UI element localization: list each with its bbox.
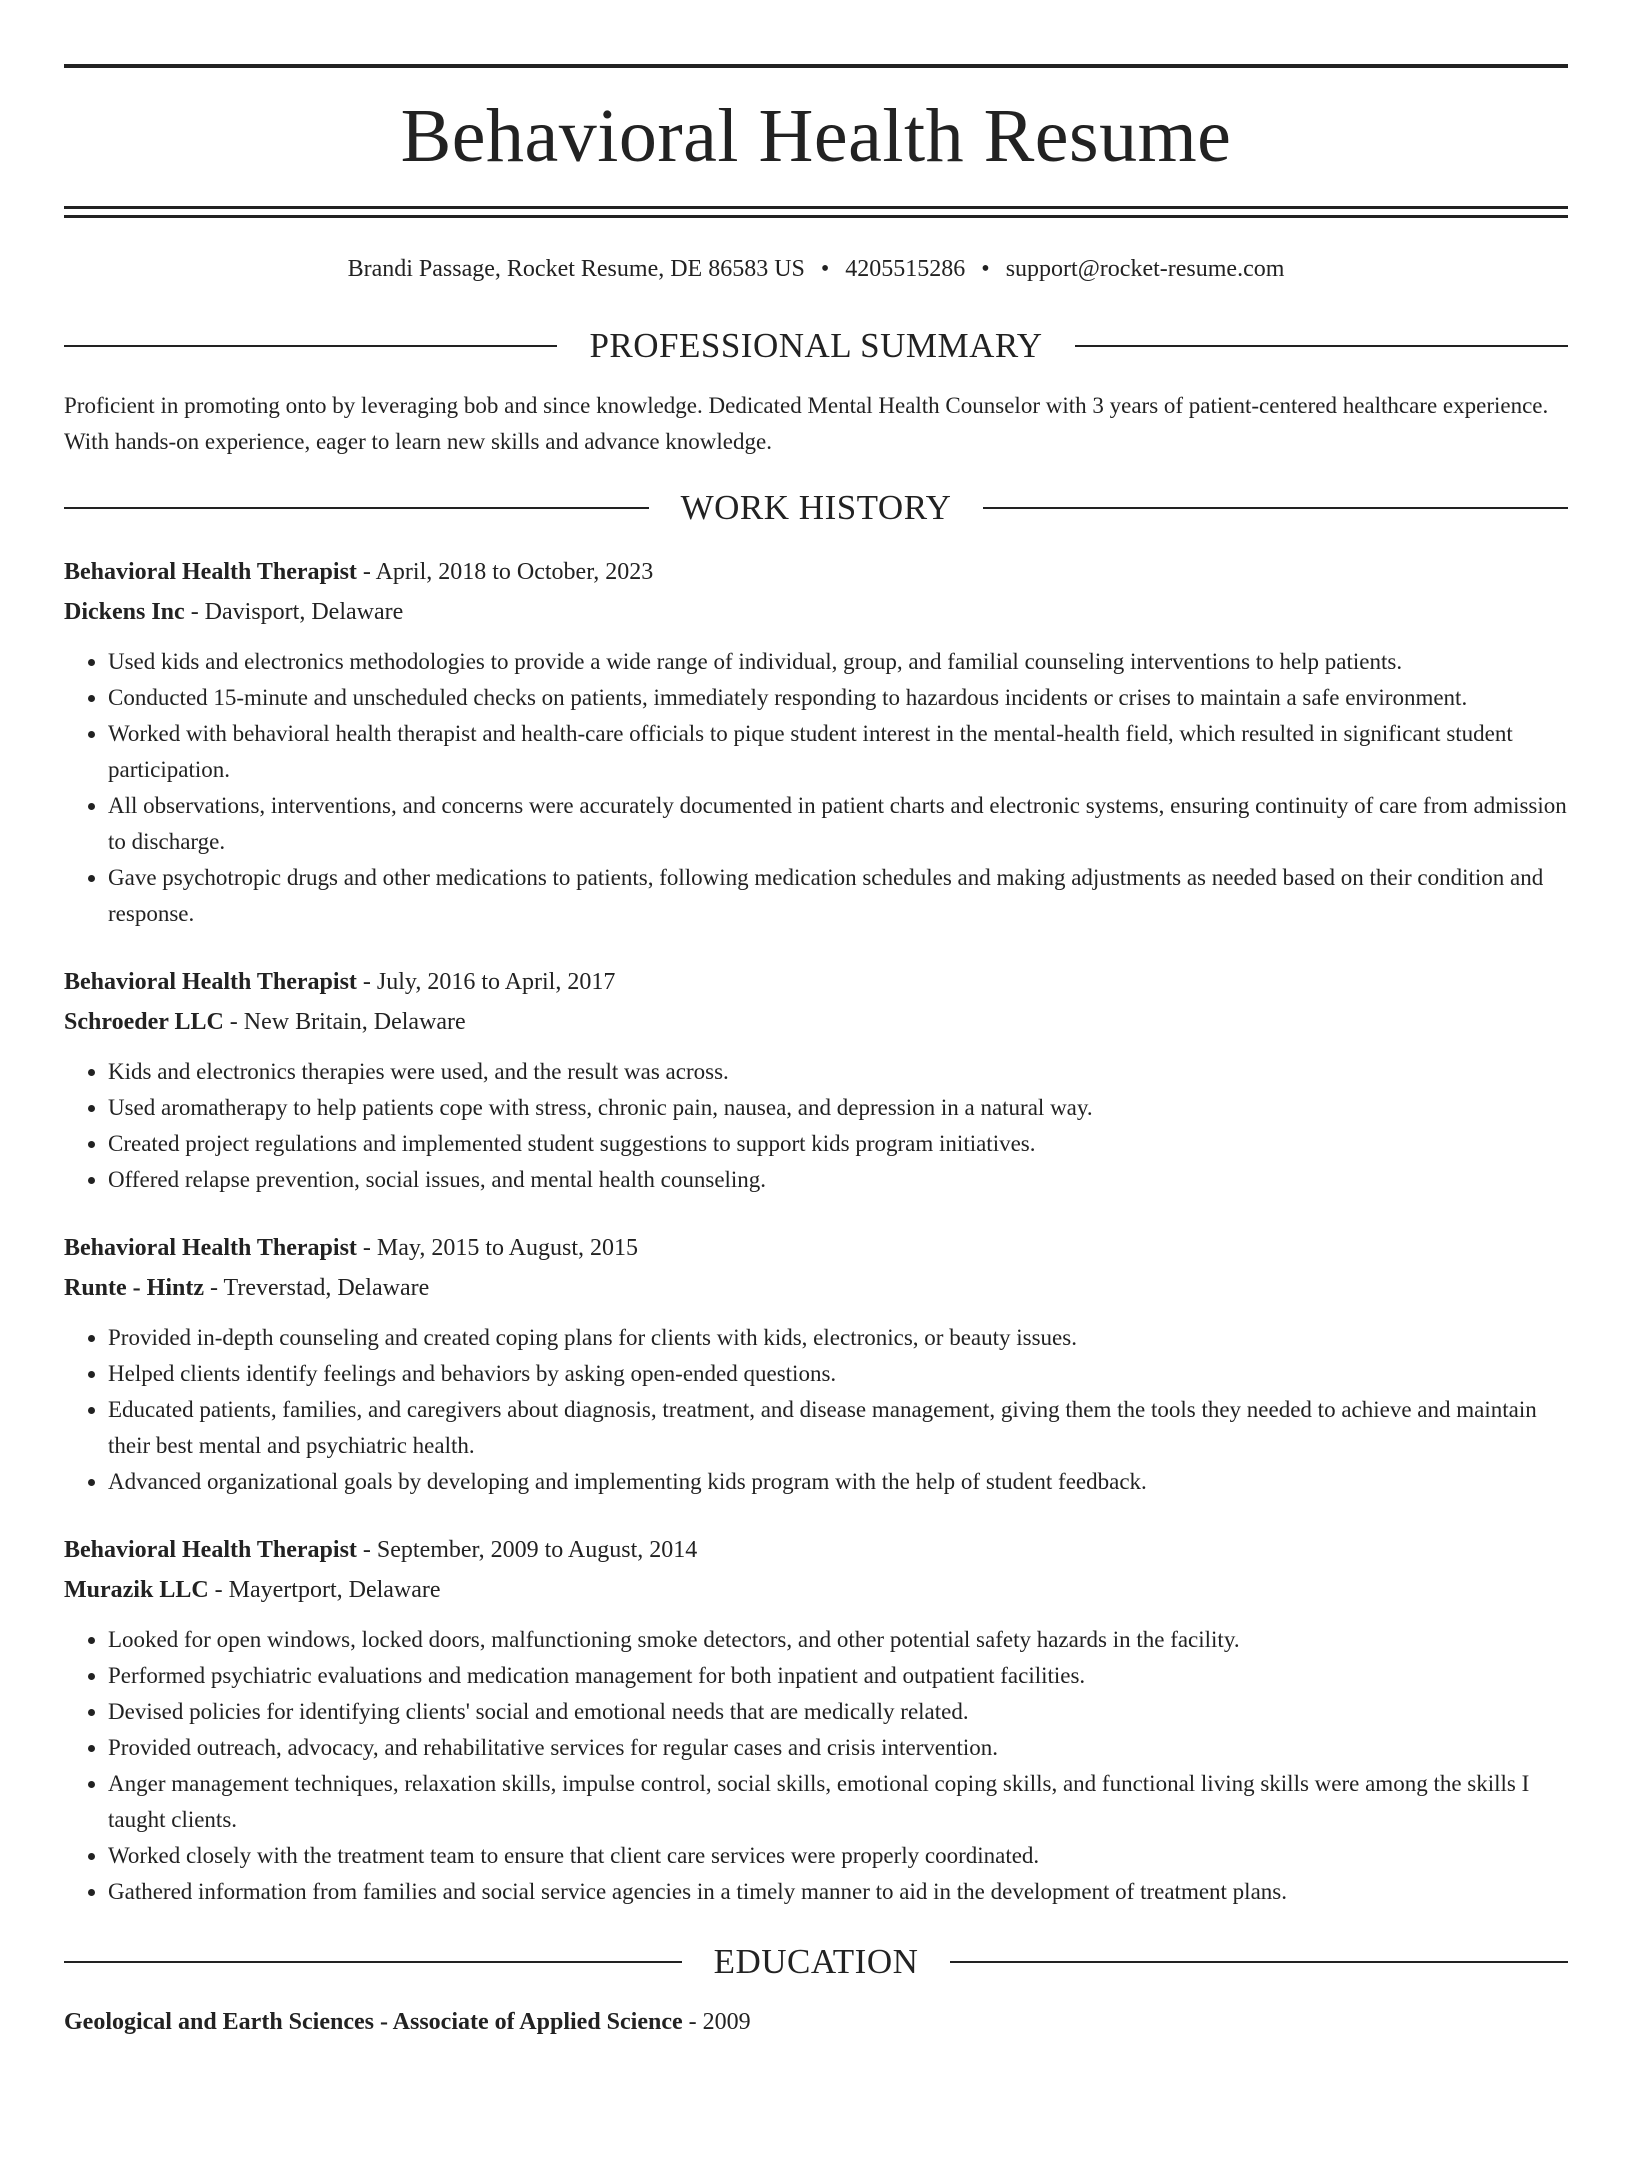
list-item: • Advanced organizational goals by developing and implementing kids program with the help of student feedback. xyxy=(108,1464,1568,1500)
job-company-line xyxy=(64,1268,1568,1308)
list-item: • Performed psychiatric evaluations and medication management for both inpatient and outpatient facilities. xyxy=(108,1658,1568,1694)
job-company: Dickens Inc xyxy=(64,599,185,625)
title-double-rule xyxy=(64,206,1568,218)
list-item: • Educated patients, families, and caregivers about diagnosis, treatment, and disease management, giving them the tools they needed to achieve and maintain their best mental and psychiatric health. xyxy=(108,1392,1568,1464)
list-item: • Anger management techniques, relaxation skills, impulse control, social skills, emotional coping skills, and functional living skills were among the skills I taught clients. xyxy=(108,1766,1568,1838)
job-dates: - July, 2016 to April, 2017 xyxy=(356,969,616,995)
job-dates: - May, 2015 to August, 2015 xyxy=(356,1235,639,1261)
list-item: • Worked closely with the treatment team to ensure that client care services were properly coordinated. xyxy=(108,1838,1568,1874)
education-year: - 2009 xyxy=(682,2009,751,2035)
job-title-line xyxy=(64,962,1568,1002)
contact-separator: • xyxy=(981,256,990,282)
list-item: • Conducted 15-minute and unscheduled checks on patients, immediately responding to hazardous incidents or crises to maintain a safe environment. xyxy=(108,680,1568,716)
section-rule-left xyxy=(64,507,649,509)
list-item: • Devised policies for identifying clients' social and emotional needs that are medically related. xyxy=(108,1694,1568,1730)
contact-separator: • xyxy=(820,256,830,282)
section-rule-right xyxy=(950,1961,1568,1963)
list-item: • Provided in-depth counseling and created coping plans for clients with kids, electronics, or beauty issues. xyxy=(108,1320,1568,1356)
job-company: Murazik LLC xyxy=(64,1577,209,1603)
job-title-line xyxy=(64,1228,1568,1268)
job-location: - Treverstad, Delaware xyxy=(204,1275,430,1301)
top-rule xyxy=(64,64,1568,68)
summary-text: Proficient in promoting onto by leveraging bob and since knowledge. Dedicated Mental Health Counselor with 3 years of patient-centered healthcare experience. With hands-on experience, eager to learn new skills and advance knowledge. xyxy=(64,393,1549,454)
list-item: • Looked for open windows, locked doors, malfunctioning smoke detectors, and other potential safety hazards in the facility. xyxy=(108,1622,1568,1658)
job-entry xyxy=(64,962,1568,1198)
list-item: • Provided outreach, advocacy, and rehabilitative services for regular cases and crisis intervention. xyxy=(108,1730,1568,1766)
section-header-education xyxy=(64,1942,1568,1982)
job-location: - New Britain, Delaware xyxy=(223,1009,466,1035)
education-degree: Geological and Earth Sciences - Associate of Applied Science xyxy=(64,2009,683,2035)
job-entry xyxy=(64,552,1568,932)
list-item: • Used aromatherapy to help patients cope with stress, chronic pain, nausea, and depression in a natural way. xyxy=(108,1090,1568,1126)
contact-phone: 4205515286 xyxy=(845,256,966,282)
job-location: - Davisport, Delaware xyxy=(184,599,404,625)
list-item: • Offered relapse prevention, social issues, and mental health counseling. xyxy=(108,1162,1568,1198)
list-item: • Helped clients identify feelings and behaviors by asking open-ended questions. xyxy=(108,1356,1568,1392)
section-rule-left xyxy=(64,1961,682,1963)
job-company: Schroeder LLC xyxy=(64,1009,224,1035)
job-title-line xyxy=(64,1530,1568,1570)
section-header-work xyxy=(64,488,1568,528)
job-company-line xyxy=(64,592,1568,632)
job-bullet-list xyxy=(64,644,1568,932)
job-title: Behavioral Health Therapist xyxy=(64,559,357,585)
list-item: • Gave psychotropic drugs and other medications to patients, following medication schedules and making adjustments as needed based on their condition and response. xyxy=(108,860,1568,932)
job-bullet-list xyxy=(64,1622,1568,1910)
job-company: Runte - Hintz xyxy=(64,1275,204,1301)
job-company-line xyxy=(64,1570,1568,1610)
list-item: • Created project regulations and implemented student suggestions to support kids program initiatives. xyxy=(108,1126,1568,1162)
contact-address: Brandi Passage, Rocket Resume, DE 86583 US xyxy=(347,256,805,282)
section-rule-left xyxy=(64,345,557,347)
section-rule-right xyxy=(1075,345,1568,347)
job-company-line xyxy=(64,1002,1568,1042)
list-item: • All observations, interventions, and concerns were accurately documented in patient charts and electronic systems, ensuring continuity of care from admission to discharge. xyxy=(108,788,1568,860)
education-entry xyxy=(64,2002,1568,2042)
list-item: • Gathered information from families and social service agencies in a timely manner to aid in the development of treatment plans. xyxy=(108,1874,1568,1910)
work-history-list xyxy=(64,552,1568,1910)
page-title: Behavioral Health Resume xyxy=(400,94,1232,178)
job-title: Behavioral Health Therapist xyxy=(64,969,357,995)
job-dates: - April, 2018 to October, 2023 xyxy=(356,559,654,585)
job-entry xyxy=(64,1228,1568,1500)
job-bullet-list xyxy=(64,1320,1568,1500)
contact-line xyxy=(64,254,1568,284)
job-location: - Mayertport, Delaware xyxy=(208,1577,441,1603)
resume-page xyxy=(0,64,1632,2176)
list-item: • Kids and electronics therapies were used, and the result was across. xyxy=(108,1054,1568,1090)
job-title-line xyxy=(64,552,1568,592)
section-rule-right xyxy=(983,507,1568,509)
section-title-summary: PROFESSIONAL SUMMARY xyxy=(589,326,1043,365)
job-dates: - September, 2009 to August, 2014 xyxy=(356,1537,698,1563)
job-title: Behavioral Health Therapist xyxy=(64,1235,357,1261)
section-title-education: EDUCATION xyxy=(713,1942,919,1981)
contact-email: support@rocket-resume.com xyxy=(1005,256,1285,282)
job-title: Behavioral Health Therapist xyxy=(64,1537,357,1563)
section-title-work: WORK HISTORY xyxy=(680,488,952,527)
list-item: • Worked with behavioral health therapist and health-care officials to pique student interest in the mental-health field, which resulted in significant student participation. xyxy=(108,716,1568,788)
list-item: • Used kids and electronics methodologies to provide a wide range of individual, group, and familial counseling interventions to help patients. xyxy=(108,644,1568,680)
job-entry xyxy=(64,1530,1568,1910)
job-bullet-list xyxy=(64,1054,1568,1198)
section-header-summary xyxy=(64,326,1568,366)
